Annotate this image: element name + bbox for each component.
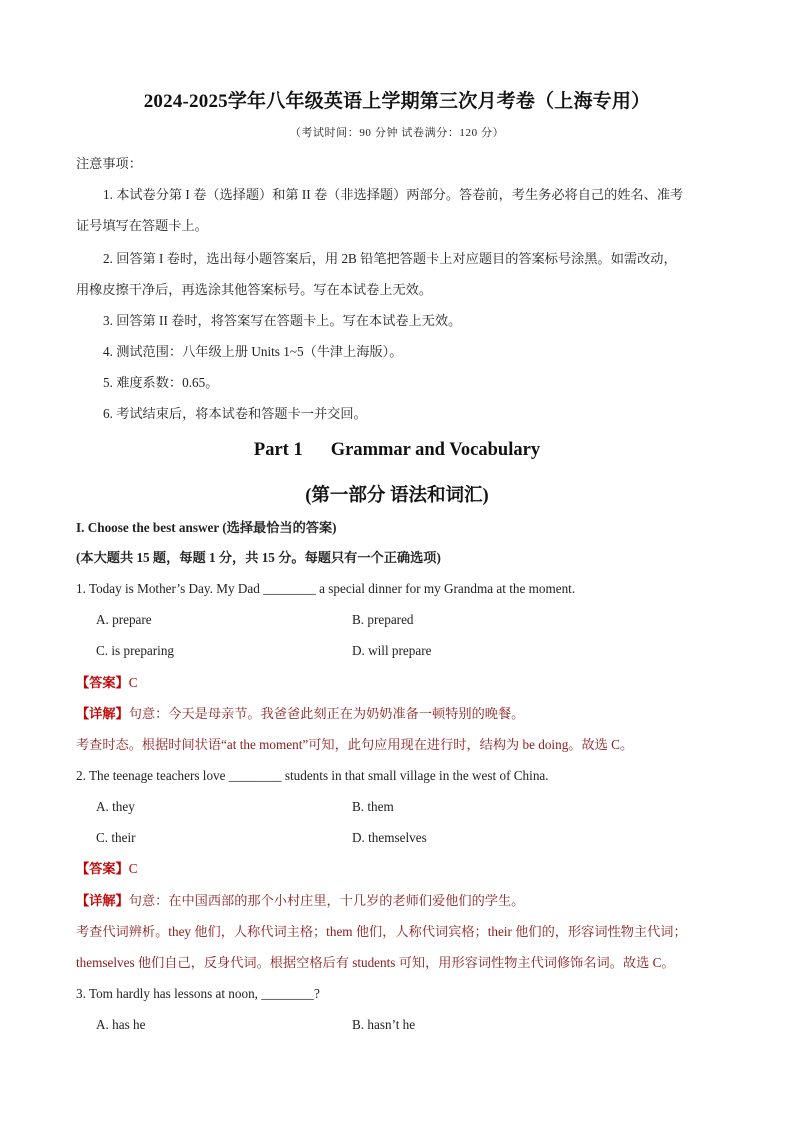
part-number: Part 1 — [253, 440, 303, 460]
detail-text: 考查时态。根据时间状语“at the moment”可知，此句应用现在进行时，结构为 be doing。故选 C。 — [76, 737, 634, 752]
answer-line — [76, 674, 138, 692]
notes-item: 证号填写在答题卡上。 — [76, 218, 208, 233]
notes-heading: 注意事项： — [76, 156, 142, 171]
option-c: C. is preparing — [96, 643, 175, 658]
notes-item: 5. 难度系数：0.65。 — [103, 375, 219, 390]
part-subtitle: (第一部分 语法和词汇) — [305, 486, 489, 506]
notes-item: 3. 回答第 II 卷时，将答案写在答题卡上。写在本试卷上无效。 — [103, 313, 462, 328]
option-a: A. has he — [96, 1017, 146, 1032]
section-instruction: (本大题共 15 题，每题 1 分，共 15 分。每题只有一个正确选项) — [76, 550, 441, 565]
notes-item: 6. 考试结束后，将本试卷和答题卡一并交回。 — [103, 406, 367, 421]
notes-item: 1. 本试卷分第 I 卷（选择题）和第 II 卷（非选择题）两部分。答卷前，考生务必将自己的姓名、准考 — [103, 187, 684, 202]
part-name: Grammar and Vocabulary — [330, 440, 541, 460]
notes-item: 4. 测试范围：八年级上册 Units 1~5（牛津上海版）。 — [103, 344, 403, 359]
exam-subtitle: （考试时间：90 分钟 试卷满分：120 分） — [289, 127, 505, 139]
detail-text: 句意：今天是母亲节。我爸爸此刻正在为奶奶准备一顿特别的晚餐。 — [128, 706, 525, 721]
answer-value: C — [128, 861, 138, 876]
option-a: A. they — [96, 799, 135, 814]
section-heading: I. Choose the best answer (选择最恰当的答案) — [76, 520, 337, 535]
option-d: D. themselves — [352, 830, 427, 845]
answer-label: 【答案】 — [76, 675, 129, 690]
exam-title: 2024-2025学年八年级英语上学期第三次月考卷（上海专用） — [143, 91, 651, 112]
notes-item: 2. 回答第 I 卷时，选出每小题答案后，用 2B 铅笔把答题卡上对应题目的答案标号涂黑。如需改动， — [103, 251, 677, 266]
detail-label: 【详解】 — [76, 893, 129, 908]
detail-text: themselves 他们自己，反身代词。根据空格后有 students 可知，用形容词性物主代词修饰名词。故选 C。 — [76, 955, 675, 970]
question-stem: 2. The teenage teachers love ________ students in that small village in the west of China. — [76, 768, 549, 783]
detail-line — [76, 705, 524, 723]
answer-value: C — [128, 675, 138, 690]
detail-text: 句意：在中国西部的那个小村庄里，十几岁的老师们爱他们的学生。 — [128, 893, 525, 908]
detail-line — [76, 892, 524, 910]
option-b: B. hasn’t he — [352, 1017, 416, 1032]
option-d: D. will prepare — [352, 643, 432, 658]
option-b: B. prepared — [352, 612, 414, 627]
question-stem: 3. Tom hardly has lessons at noon, ________? — [76, 986, 320, 1001]
detail-text: 考查代词辨析。they 他们，人称代词主格；them 他们，人称代词宾格；their 他们的，形容词性物主代词； — [76, 924, 687, 939]
option-b: B. them — [352, 799, 394, 814]
question-stem: 1. Today is Mother’s Day. My Dad ________ a special dinner for my Grandma at the moment. — [76, 581, 576, 596]
part-title — [0, 440, 794, 461]
notes-item: 用橡皮擦干净后，再选涂其他答案标号。写在本试卷上无效。 — [76, 282, 433, 297]
option-a: A. prepare — [96, 612, 152, 627]
answer-label: 【答案】 — [76, 861, 129, 876]
option-c: C. their — [96, 830, 136, 845]
detail-label: 【详解】 — [76, 706, 129, 721]
answer-line — [76, 860, 138, 878]
